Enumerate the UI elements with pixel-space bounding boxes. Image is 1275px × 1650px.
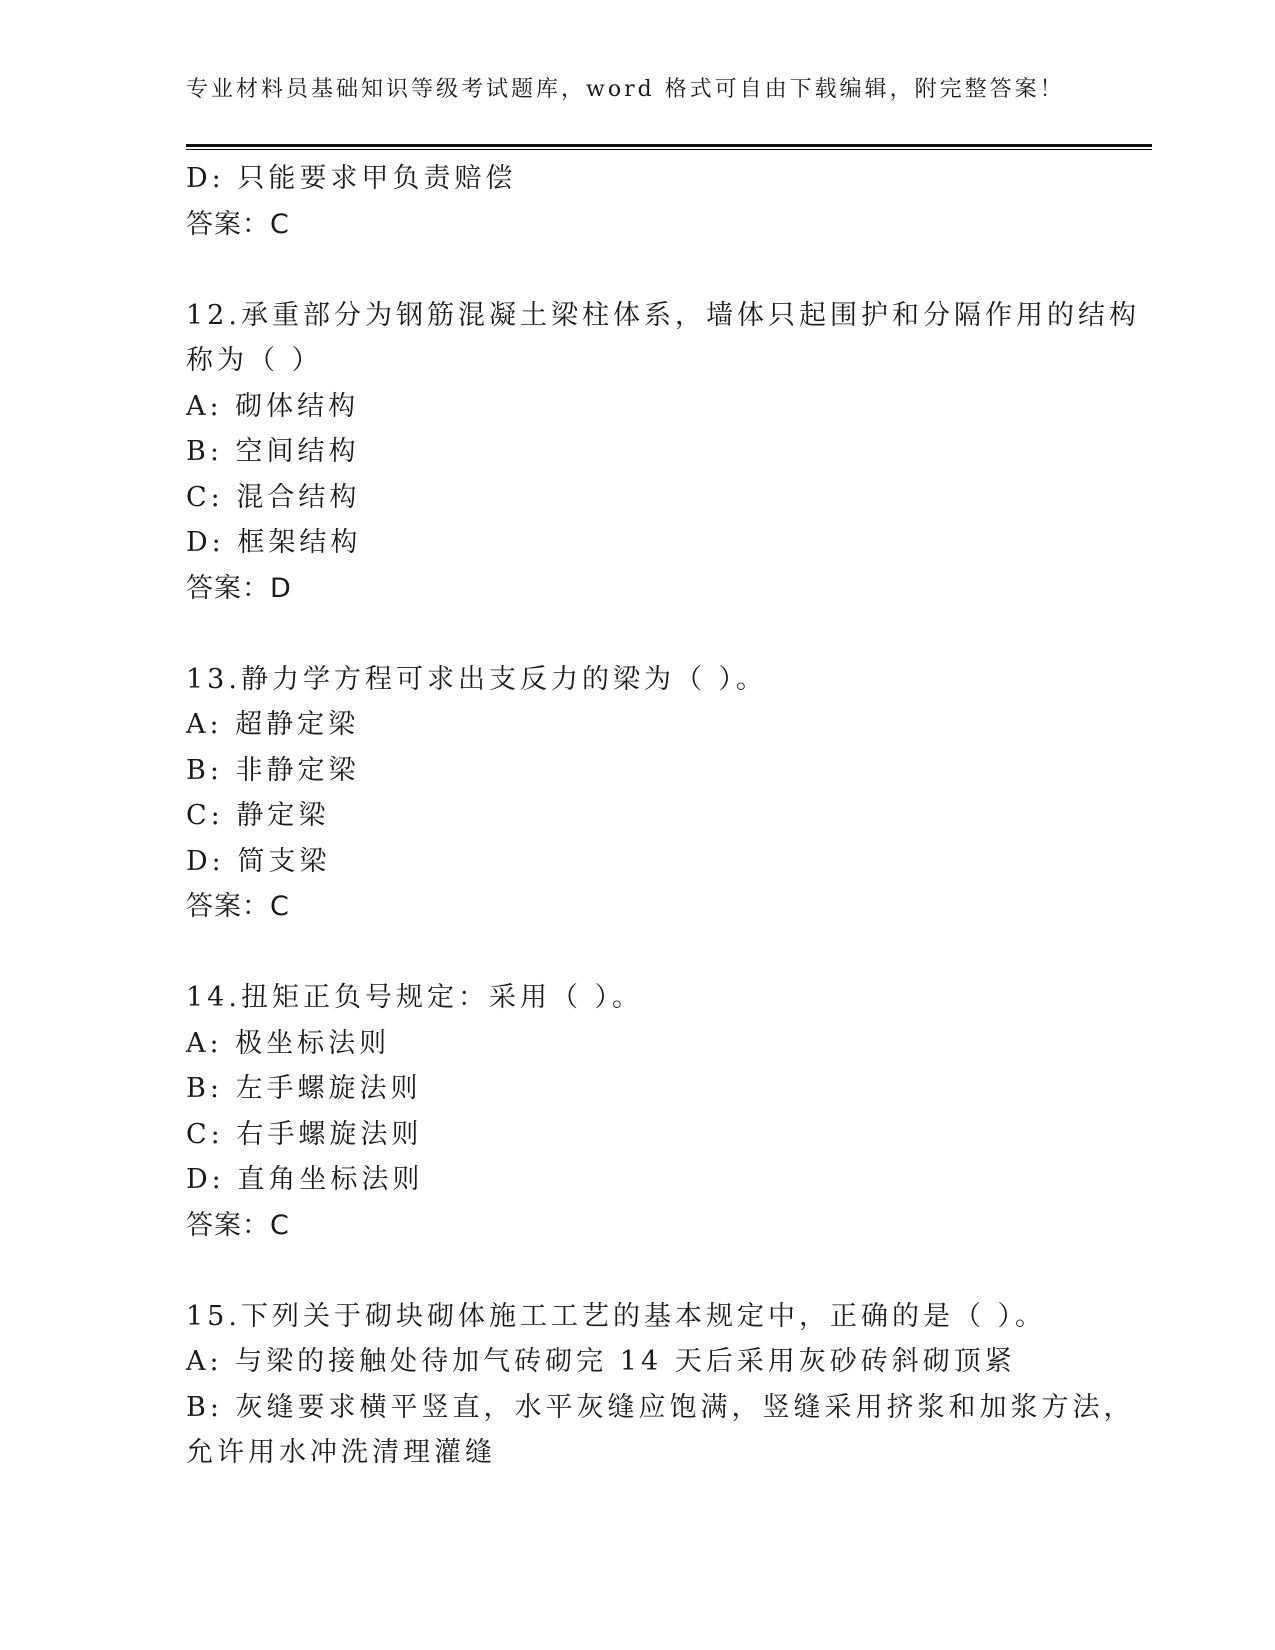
option-line: A: 与梁的接触处待加气砖砌完 14 天后采用灰砂砖斜砌顶紧: [186, 1346, 1016, 1377]
spacer: [186, 247, 1086, 293]
question-text: 13.静力学方程可求出支反力的梁为（ ）。: [186, 663, 768, 695]
option-line: 允许用水冲洗清理灌缝: [186, 1437, 496, 1468]
answer-line: 答案：C: [186, 208, 290, 240]
option-line: A: 超静定梁: [186, 709, 360, 740]
option-line: C: 右手螺旋法则: [186, 1118, 423, 1150]
option-line: B: 灰缝要求横平竖直，水平灰缝应饱满，竖缝采用挤浆和加浆方法，: [186, 1391, 1135, 1423]
header-rule-thin: [186, 149, 1152, 150]
spacer: [186, 611, 1086, 657]
question-text: 称为（ ）: [186, 345, 323, 376]
answer-line: 答案：D: [186, 572, 292, 604]
spacer: [186, 1248, 1086, 1294]
answer-line: 答案：C: [186, 1209, 290, 1241]
option-line: B: 非静定梁: [186, 754, 360, 786]
option-line: A: 砌体结构: [186, 390, 360, 422]
question-text: 14.扭矩正负号规定：采用（ ）。: [186, 982, 644, 1013]
answer-line: 答案：C: [186, 891, 290, 922]
option-line: D: 只能要求甲负责赔偿: [186, 163, 517, 194]
option-line: A: 极坐标法则: [186, 1027, 391, 1059]
spacer: [186, 930, 1086, 976]
question-text: 12.承重部分为钢筋混凝土梁柱体系，墙体只起围护和分隔作用的结构: [186, 299, 1140, 331]
option-line: D: 框架结构: [186, 527, 362, 558]
option-line: D: 直角坐标法则: [186, 1164, 424, 1195]
question-text: 15.下列关于砌块砌体施工工艺的基本规定中，正确的是（ ）。: [186, 1300, 1047, 1332]
option-line: C: 静定梁: [186, 800, 330, 831]
option-line: D: 简支梁: [186, 845, 331, 877]
option-line: B: 空间结构: [186, 436, 360, 467]
question-content: [186, 156, 1140, 1476]
document-header: 专业材料员基础知识等级考试题库，word 格式可自由下载编辑，附完整答案！: [186, 77, 1065, 102]
option-line: B: 左手螺旋法则: [186, 1073, 422, 1104]
header-rule-thick: [186, 144, 1152, 147]
option-line: C: 混合结构: [186, 481, 361, 513]
